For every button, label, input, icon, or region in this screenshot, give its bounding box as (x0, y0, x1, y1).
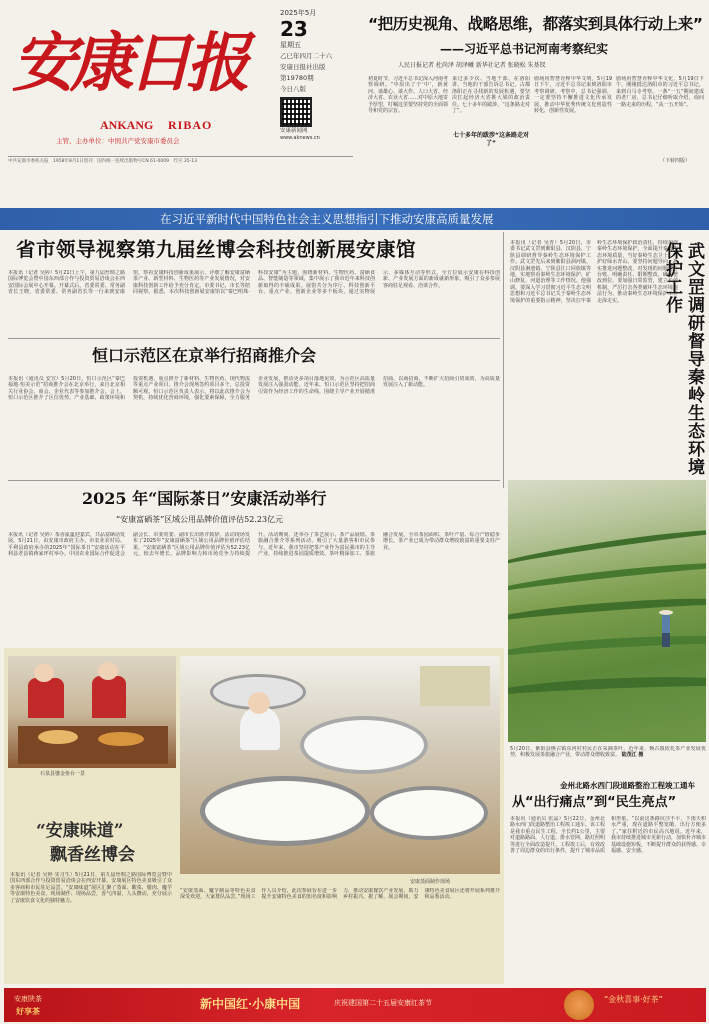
ad-banner[interactable] (4, 988, 706, 1022)
date-lunar: 乙巳年四月二十六 (280, 52, 332, 60)
top-story-byline: 人民日报记者 杜尚泽 胡泽曦 新华社记者 张晓松 朱基钗 (398, 62, 546, 69)
date-weekday: 星期五 (280, 41, 301, 49)
top-story-headline[interactable]: “把历史视角、战略思维，都落实到具体行动上来” (368, 15, 703, 33)
page-count: 今日八版 (280, 85, 306, 93)
art4-headline-line2[interactable]: 飘香丝博会 (50, 845, 135, 865)
art4-headline-line1[interactable]: “安康味道” (36, 821, 124, 841)
ad-slogan: 新中国红·小康中国 (200, 997, 301, 1011)
masthead-footer-line2: 国内统一连续出版物号CN 61-0009 代号 35-13 (97, 159, 197, 164)
theme-banner-text: 在习近平新时代中国特色社会主义思想指引下推动安康高质量发展 (160, 212, 494, 226)
top-story-col2: 来过多少次、当地干部、在洛阳讲、当地的干部告诉总书记，古都洛阳正在寻找新的发展机遇，要坚决扛起经济大省挑大梁的政治责任。七十多年的跋涉，“这条路走对了”。 (452, 76, 530, 115)
art2-body: 本报讯（通讯员 安宣）5月20日，恒口示范区“秦巴福地·恒美示范”招商推介会在北京举行，来自北京相关行业协会、商会、企业代表等参加推介会。会上，恒口示范区推介了区位优势、产业基础、政策环境和投资机遇，重点推介了新材料、生物医药、现代物流等重点产业项目。推介会现场签约项目多个，总投资额可观。恒口示范区负责人表示，将以此次推介会为契机，持续优化营商环境，强化要素保障，全力服务企业发展，推动更多项目落地见效，为示范区高质量发展注入强劲动能。近年来，恒口示范区坚持把招商引资作为经济工作的生命线，围绕主导产业开展精准招商、以商招商，不断扩大招商引资成效，为高质量发展注入了新动能。 (8, 376, 500, 402)
masthead-pinyin-left: ANKANG (100, 118, 154, 132)
side-article-headline[interactable]: 武文罡调研督导秦岭生态环境保护工作 (662, 242, 704, 476)
ad-detail: 庆祝建国第二十五届安康红茶节 (334, 999, 432, 1007)
art4-body: 本报讯（记者 吴婷 实习生）5月21日，第九届丝绸之路国际博览会暨中国东西部合作与投资贸易洽谈会在西安开幕。安康展区特色美食吸引了众多客商和市民驻足品尝。“安康味道”展区汇聚了蒸面、酸菜、腊肉、魔芋等安康特色美食，现场制作、现场品尝，香气四溢，人头攒动，充分展示了安康饮食文化的独特魅力。 (10, 872, 172, 904)
date-year-month: 2025年5月 (280, 9, 317, 17)
art1-body: 本报讯（记者 吴婷）5月21日上午，第九届丝绸之路国际博览会暨中国东西部合作与投资贸易洽谈会在西安国际会展中心开幕。开幕式后，省委常委、常务副省长王晓，省委常委、常务副省长等一行来到安康馆，察看安康科技创新成果展示，详细了解安康富硒茶产业、新型材料、生物医药等产业发展情况，对安康科技创新工作给予充分肯定。市委书记、市长等陪同视察。据悉，本次科技创新展安康馆以“秦巴明珠·科技安康”为主题，围绕新材料、生物医药、富硒食品、智能制造等领域，集中展示了我市近年来科技创新取得的丰硕成果。展馆共分为序厅、科技创新平台、重点产业、创新企业等多个板块，通过实物展示、多媒体互动等形式，全方位展示安康在科技创新、产业发展方面的新成就新形象，吸引了众多参展客商驻足观看、洽谈合作。 (8, 270, 500, 296)
art5-subhead: 金州北路水西门段道路整治工程竣工通车 (560, 781, 695, 790)
masthead-footer (8, 158, 353, 166)
art5-headline[interactable]: 从“出行痛点”到“民生亮点” (512, 795, 677, 810)
top-story-quote: 七十多年的跋涉“这条路走对了” (453, 132, 529, 147)
site-label: 安康新闻网 (280, 128, 308, 134)
masthead-pinyin-right: RIBAO (168, 118, 213, 132)
top-story-col3: 剧场用智慧诠释中华文明，5月19日下午，习近平总书记来到洛阳市考察调研。考察中，总书记强调，一定要坚持不懈推进文化传承发展，推动中华优秀传统文化创造性转化、创新性发展。 (534, 76, 612, 115)
steamed-noodle-photo (180, 656, 500, 874)
art3-headline[interactable]: 2025 年“国际茶日”安康活动举行 (82, 489, 327, 508)
ad-logo: 好享茶 (16, 1006, 40, 1016)
tea-photo-caption-text: 5月20日，紫阳县焕古镇东河村村民正在采摘茶叶。近年来，焕古镇依托茶产业发展优势，积极发展茶旅融合产业，带动群众增收致富。 (510, 746, 706, 759)
tea-picker-figure (658, 610, 674, 650)
tea-plantation-photo (508, 480, 706, 742)
top-story-col4: 剧场用智慧诠释中华文化，5月19日下午，刚刚抵达洛阳市的习近平总书记，来到白马寺考察。一条“一五”期间建成的老厂房，总书记仔细听取介绍，询问一路走来的历程，“从一五开始”。 (616, 76, 704, 108)
qr-code (280, 97, 312, 127)
side-article-body: 本报讯（记者 吴青）5月20日，市委书记武文罡到紫阳县、汉阴县、宁陕县调研督导秦岭生态环境保护工作。武文罡先后来到紫阳县洞河镇、汉阴县涧池镇、宁陕县江口回族镇等地，实地察看秦岭生态环境保护、矿山修复、河道治理等工作情况。他强调，要深入学习贯彻习近平生态文明思想和习近平总书记关于秦岭生态环境保护的重要指示精神，坚决扛牢秦岭生态环境保护政治责任，持续加强秦岭生态环境保护，全面提升秦岭生态环境质量，当好秦岭生态卫士，守护好绿水青山。要坚持问题导向，扎实推进问题整改，对发现的问题建立台账、明确责任、限期整改，确保整改到位。要加强日常监管，建立长效机制，严厉打击各类破坏生态环境违法行为，推动秦岭生态环境保护工作走深走实。 (510, 240, 678, 304)
ad-decoration-icon (564, 990, 594, 1020)
art1-headline[interactable]: 省市领导视察第九届丝博会科技创新展安康馆 (16, 238, 417, 261)
masthead-sponsor: 主管、主办单位：中国共产党安康市委员会 (56, 137, 180, 145)
publisher: 安康日报社出版 (280, 63, 326, 71)
art5-body: 本报讯（通讯员 张晶）5月22日，金州北路水西门段道路整治工程竣工通车。该工程是我市重点民生工程，全长约1公里，主要对道路路面、人行道、排水管网、路灯照明等进行全面改造提升。工程竣工后，有效改善了周边群众的出行条件，提升了城市品质和形象。“以前这条路坑洼不平，下雨天积水严重，现在道路平整宽敞，出行方便多了。”家住附近的市民高兴地说。近年来，我市持续推进城市更新行动，加快补齐城市基础设施短板，不断提升群众的获得感、幸福感、安全感。 (510, 816, 706, 855)
art3-subhead: “安康富硒茶”区域公用品牌价值评估52.23亿元 (116, 515, 284, 524)
issue-number: 第19780期 (280, 74, 314, 82)
date-day: 23 (280, 17, 308, 41)
art2-headline[interactable]: 恒口示范区在京举行招商推介会 (92, 346, 317, 365)
masthead-footer-line1: 中共安康市委机关报 1958年8月1日创刊 (8, 159, 93, 164)
art4-body2: “安康蒸面、魔芋制品等特色美食深受欢迎，大家排队品尝。”现场工作人员介绍，此次参展旨在进一步提升安康特色美食的知名度和影响力，推动安康餐饮产业发展，助力乡村振兴。据了解，展会期间，安康特色美食展区还将开展系列推介和品鉴活动。 (180, 888, 500, 901)
theme-banner (0, 208, 709, 230)
art3-body: 本报讯（记者 吴婷）茶香氤氲迎嘉宾，共品富硒话发展。5月21日，由安康市政府主办，市农业农村局、平利县政府承办的2025年“国际茶日”安康活动在平利县老县镇蒋家坪村举办。中国农业国际合作促进会副会长、市委常委、副市长出席并致辞。活动现场发布了2025年“安康富硒茶”区域公用品牌价值评估结果，“安康富硒茶”区域公用品牌价值评估为52.23亿元，较去年增长，品牌影响力和市场竞争力持续提升。活动期间，还举办了茶艺展示、茶产品展销、茶旅融合推介等系列活动，吸引了大量游客和市民参与。近年来，我市坚持把茶产业作为富民强市的主导产业，持续推进茶园提质增效、茶叶精深加工、茶旅融合发展，全市茶园面积、茶叶产量、综合产值稳步增长，茶产业已成为带动群众增收致富的重要支柱产业。 (8, 532, 500, 558)
top-story-continued[interactable]: （下转四版） (660, 158, 691, 164)
site-url[interactable]: www.aknews.cn (280, 135, 320, 141)
top-story-col1: 初夏时节，习近平总书记深入河南考察调研。“中原出了个‘中’，新黄河、谈雄心、谈大作、人口大省、经济大省、农业大省……对中原大地寄予厚望，叮嘱这里要坚持党的全面领导和党的宗旨。 (368, 76, 448, 115)
tea-photo-credit: 陆茂江 摄 (621, 752, 644, 759)
ad-brand: 安康陕茶 (14, 995, 42, 1003)
top-story-subhead: ——习近平总书记河南考察纪实 (440, 42, 609, 56)
date-block (280, 4, 352, 154)
food-photo-caption-left: 石泉县鎏金鱼台一景 (40, 771, 86, 777)
food-photo-caption-right: 安康蒸面制作现场 (410, 879, 451, 885)
food-stall-photo-left (8, 656, 176, 768)
ad-tagline: “金秋喜事·好茶” (604, 995, 663, 1004)
tea-photo-caption (510, 746, 706, 776)
masthead-title: 安康日报 (12, 26, 244, 101)
